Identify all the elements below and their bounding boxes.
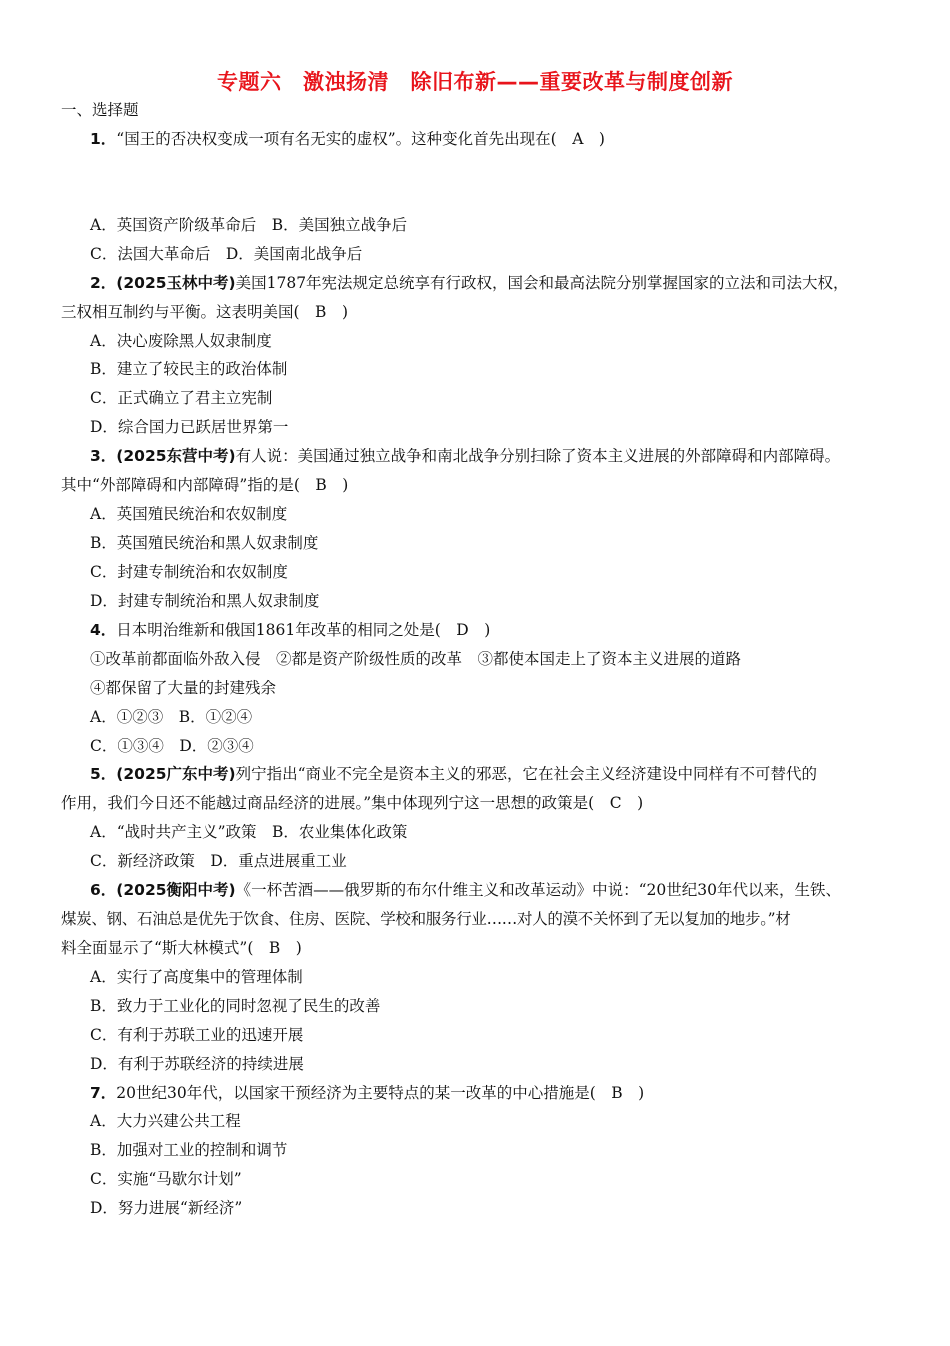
question-number: 7． <box>90 1084 117 1102</box>
question-4-stem <box>90 620 490 640</box>
question-text: 美国1787年宪法规定总统享有行政权，国会和最高法院分别掌握国家的立法和司法大权， <box>235 274 849 292</box>
question-7-stem <box>90 1083 644 1103</box>
question-2-stem <box>90 273 849 293</box>
question-6-option: C．有利于苏联工业的迅速开展 <box>90 1026 304 1044</box>
question-2-option: B．建立了较民主的政治体制 <box>90 360 288 378</box>
question-4-item: ①改革前都面临外敌入侵 ②都是资产阶级性质的改革 ③都使本国走上了资本主义进展的道路 <box>90 650 742 668</box>
question-6-stem <box>90 880 841 900</box>
question-2-stem-cont: 三权相互制约与平衡。这表明美国( B ) <box>61 303 348 321</box>
question-source: (2025玉林中考) <box>116 274 236 292</box>
question-6-stem-cont: 料全面显示了“斯大林模式”( B ) <box>61 939 302 957</box>
question-5-option: A．“战时共产主义”政策 B．农业集体化政策 <box>90 823 408 841</box>
question-6-stem-cont: 煤炭、钢、石油总是优先于饮食、住房、医院、学校和服务行业……对人的漠不关怀到了无以复加的地步。”材 <box>61 910 791 928</box>
question-source: (2025广东中考) <box>116 765 236 783</box>
question-text: 20世纪30年代，以国家干预经济为主要特点的某一改革的中心措施是( B ) <box>116 1084 645 1102</box>
question-6-option: A．实行了高度集中的管理体制 <box>90 968 303 986</box>
question-6-option: D．有利于苏联经济的持续进展 <box>90 1055 304 1073</box>
question-2-option: A．决心废除黑人奴隶制度 <box>90 332 272 350</box>
question-number: 5． <box>90 765 117 783</box>
question-4-option: C．①③④ D．②③④ <box>90 737 254 755</box>
question-number: 2． <box>90 274 117 292</box>
question-2-option: D．综合国力已跃居世界第一 <box>90 418 289 436</box>
question-source: (2025东营中考) <box>116 447 236 465</box>
question-number: 4． <box>90 621 117 639</box>
question-3-stem <box>90 446 840 466</box>
question-4-option: A．①②③ B．①②④ <box>90 708 253 726</box>
question-1-option: A．英国资产阶级革命后 B．美国独立战争后 <box>90 216 408 234</box>
page-title: 专题六 激浊扬清 除旧布新——重要改革与制度创新 <box>217 70 733 94</box>
question-text: 列宁指出“商业不完全是资本主义的邪恶，它在社会主义经济建设中同样有不可替代的 <box>235 765 818 783</box>
question-text: 有人说：美国通过独立战争和南北战争分别扫除了资本主义进展的外部障碍和内部障碍。 <box>235 447 841 465</box>
question-7-option: C．实施“马歇尔计划” <box>90 1170 242 1188</box>
question-3-option: B．英国殖民统治和黑人奴隶制度 <box>90 534 319 552</box>
question-number: 6． <box>90 881 117 899</box>
question-source: (2025衡阳中考) <box>116 881 236 899</box>
question-6-option: B．致力于工业化的同时忽视了民生的改善 <box>90 997 381 1015</box>
question-number: 3． <box>90 447 117 465</box>
question-7-option: A．大力兴建公共工程 <box>90 1112 241 1130</box>
question-5-option: C．新经济政策 D．重点进展重工业 <box>90 852 347 870</box>
question-4-item: ④都保留了大量的封建残余 <box>90 679 277 697</box>
question-3-option: A．英国殖民统治和农奴制度 <box>90 505 288 523</box>
question-text: 日本明治维新和俄国1861年改革的相同之处是( D ) <box>116 621 491 639</box>
question-text: “国王的否决权变成一项有名无实的虚权”。这种变化首先出现在( A ) <box>116 130 605 148</box>
question-2-option: C．正式确立了君主立宪制 <box>90 389 273 407</box>
question-3-stem-cont: 其中“外部障碍和内部障碍”指的是( B ) <box>61 476 349 494</box>
question-5-stem-cont: 作用，我们今日还不能越过商品经济的进展。”集中体现列宁这一思想的政策是( C ) <box>61 794 644 812</box>
question-7-option: B．加强对工业的控制和调节 <box>90 1141 288 1159</box>
question-3-option: C．封建专制统治和农奴制度 <box>90 563 288 581</box>
question-number: 1． <box>90 130 117 148</box>
question-3-option: D．封建专制统治和黑人奴隶制度 <box>90 592 320 610</box>
question-1-option: C．法国大革命后 D．美国南北战争后 <box>90 245 363 263</box>
question-5-stem <box>90 764 817 784</box>
section-heading: 一、选择题 <box>61 101 139 119</box>
question-7-option: D．努力进展“新经济” <box>90 1199 243 1217</box>
question-text: 《一杯苦酒——俄罗斯的布尔什维主义和改革运动》中说：“20世纪30年代以来，生铁、 <box>235 881 841 899</box>
question-1-stem <box>90 129 605 149</box>
